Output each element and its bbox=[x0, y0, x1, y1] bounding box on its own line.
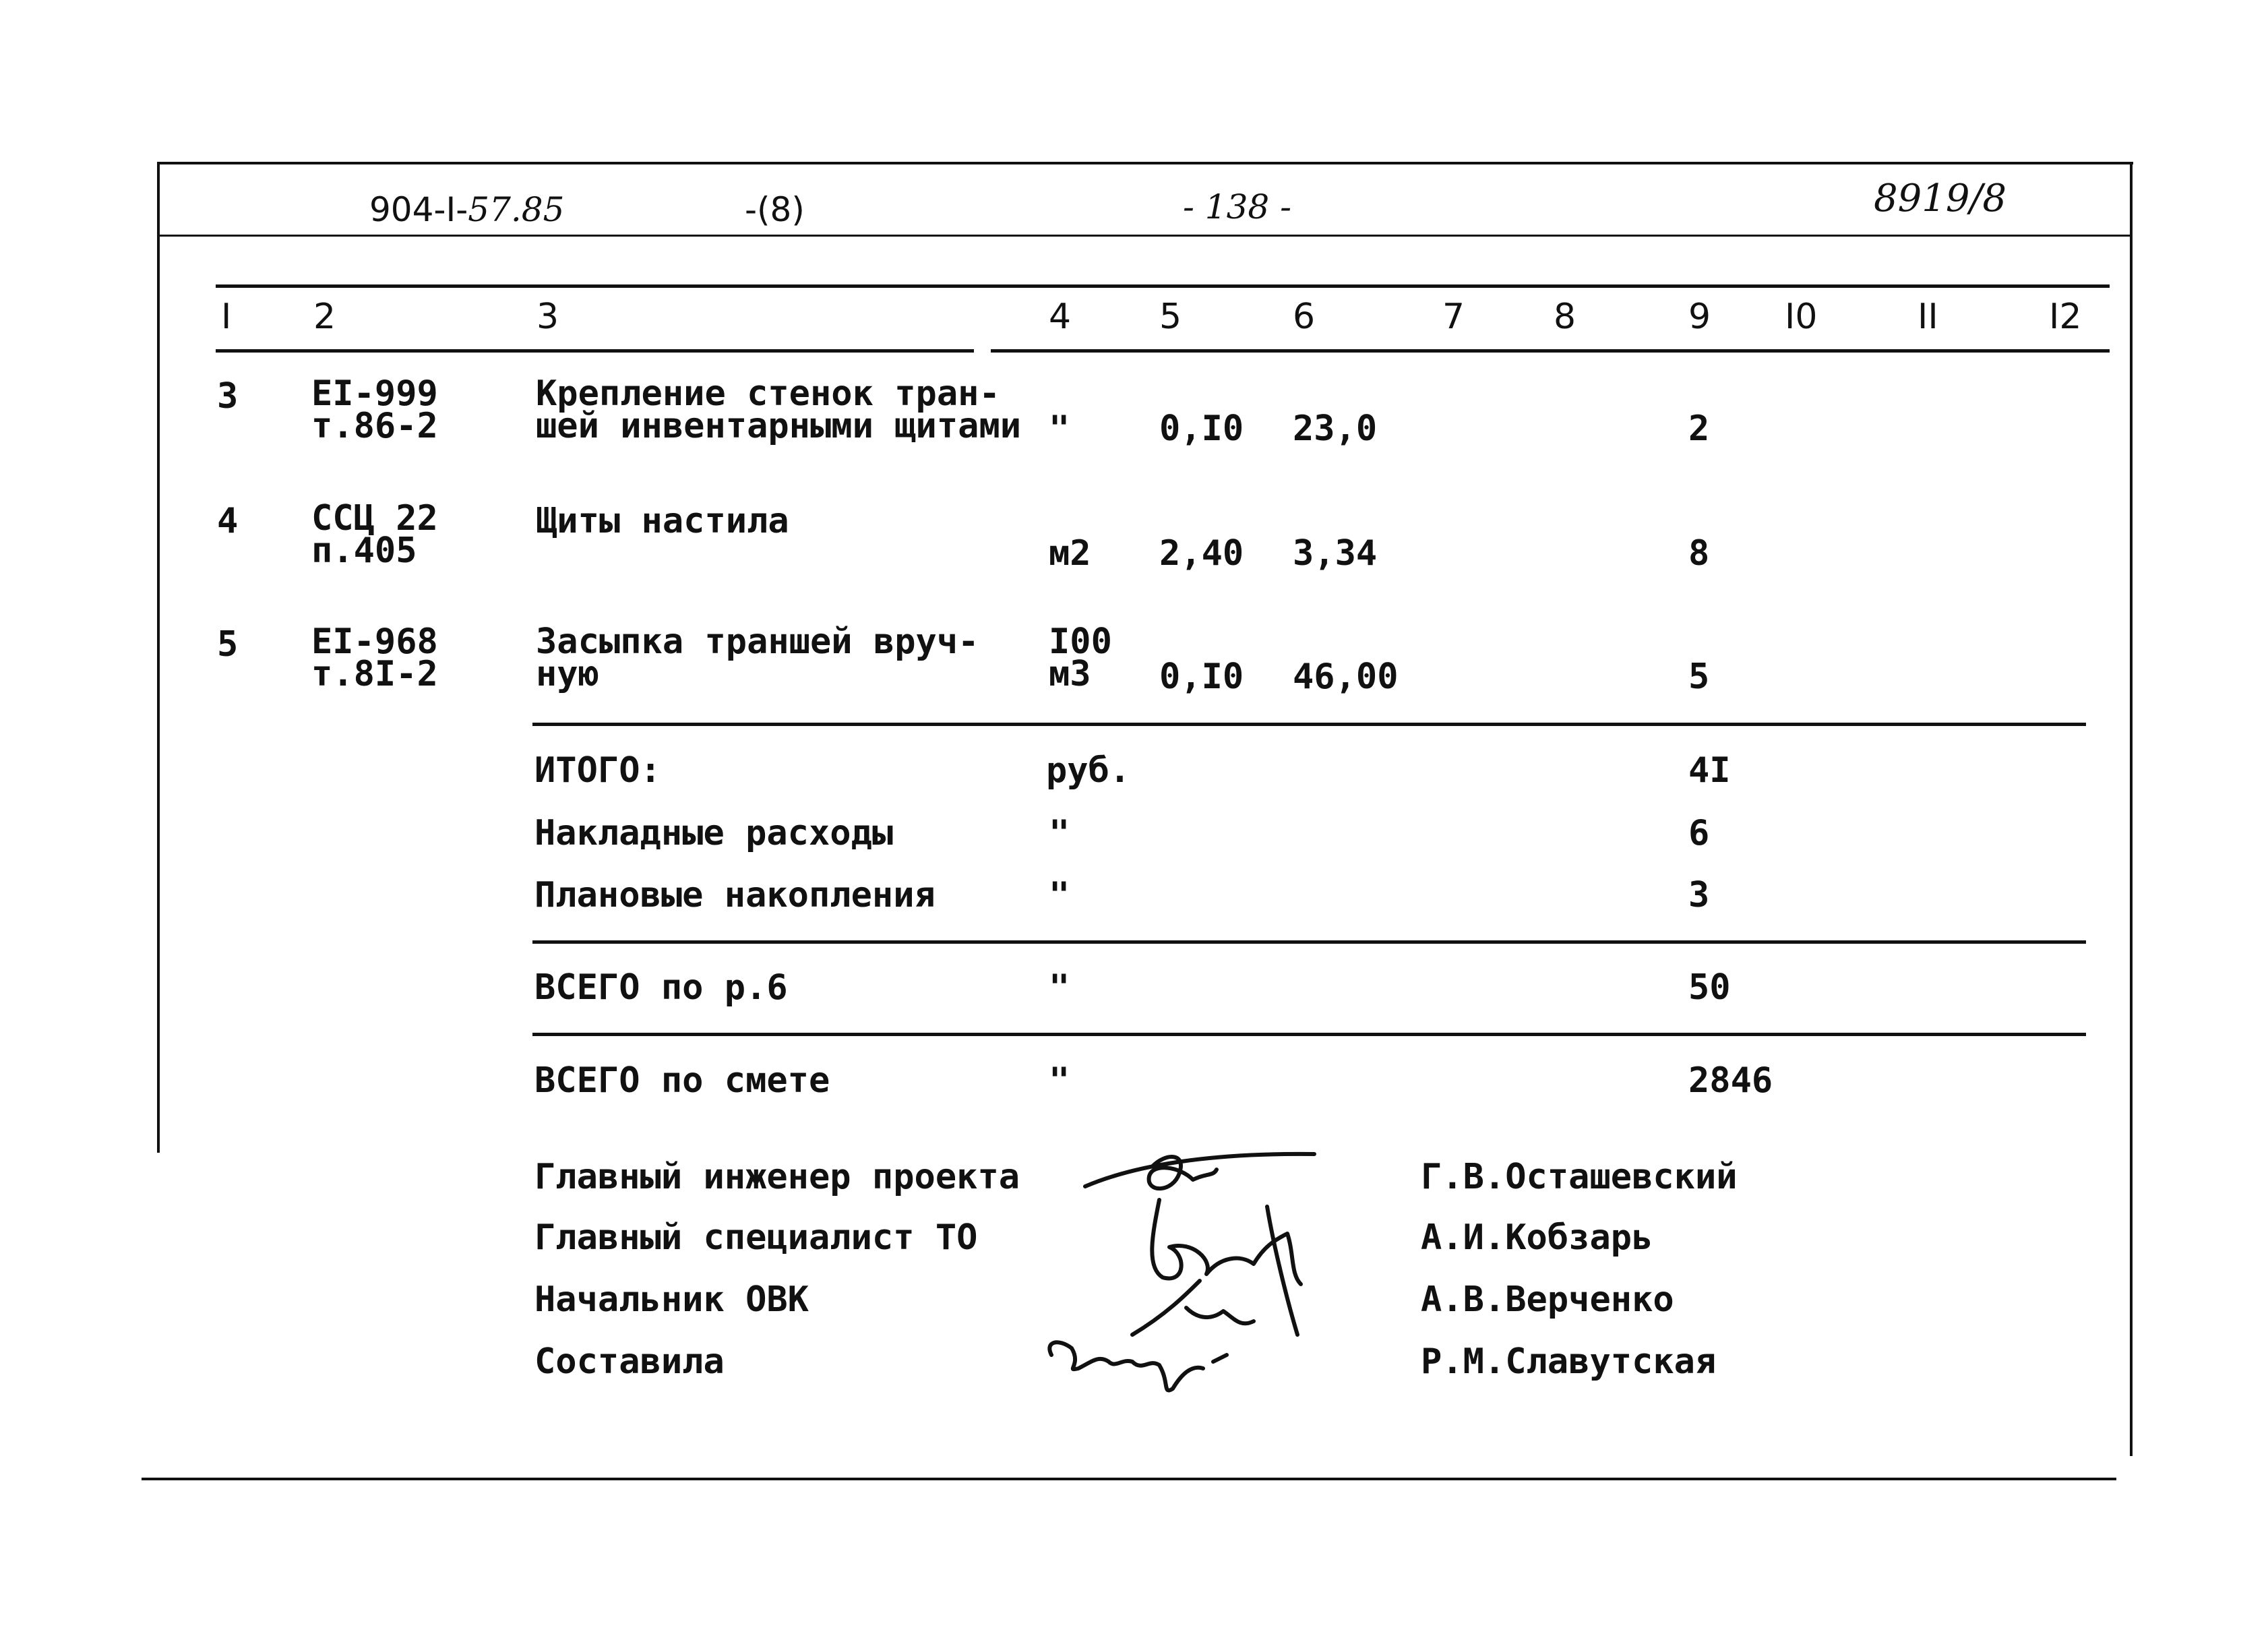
doc-number bbox=[369, 190, 564, 229]
table-row-1-unit: " bbox=[1049, 409, 1070, 449]
doc-number-printed: 904-I- bbox=[369, 190, 468, 229]
summary-unit-total: руб. bbox=[1046, 750, 1131, 791]
table-row-1-qty: 0,I0 bbox=[1159, 409, 1244, 449]
colheader-line-right bbox=[991, 349, 2110, 353]
signature-role-1: Главный инженер проекта bbox=[534, 1157, 1020, 1197]
table-row-2-price: 3,34 bbox=[1293, 533, 1378, 574]
frame-left bbox=[157, 162, 160, 1153]
signature-stroke-compiled-by bbox=[1049, 1342, 1227, 1390]
signature-stroke-chief-engineer bbox=[1085, 1154, 1314, 1188]
summary-unit-section-total: " bbox=[1049, 967, 1070, 1008]
column-header-8: 8 bbox=[1554, 297, 1576, 337]
column-header-4: 4 bbox=[1049, 297, 1072, 337]
table-row-2-total: 8 bbox=[1688, 533, 1710, 574]
signature-name-2: А.И.Кобзарь bbox=[1421, 1217, 1653, 1258]
column-header-6: 6 bbox=[1293, 297, 1316, 337]
summary-label-section-total: ВСЕГО по р.6 bbox=[534, 967, 788, 1008]
summary-unit-planned: " bbox=[1049, 875, 1070, 915]
header-divider bbox=[158, 235, 2130, 237]
table-row-1-code: EI-999 т.86-2 bbox=[311, 373, 438, 446]
table-top-line bbox=[216, 284, 2110, 288]
signature-name-4: Р.М.Славутская bbox=[1421, 1341, 1717, 1382]
column-header-2: 2 bbox=[313, 297, 336, 337]
summary-value-total: 4I bbox=[1688, 750, 1731, 791]
sheet-code: -(8) bbox=[745, 190, 805, 229]
column-header-12: I2 bbox=[2049, 297, 2082, 337]
signature-role-3: Начальник ОВК bbox=[534, 1279, 809, 1320]
doc-number-handwritten: 57.85 bbox=[468, 190, 565, 229]
summary-value-overhead: 6 bbox=[1688, 813, 1710, 853]
signature-role-2: Главный специалист ТО bbox=[534, 1217, 978, 1258]
table-row-3-code: EI-968 т.8I-2 bbox=[311, 622, 438, 694]
column-header-11: II bbox=[1918, 297, 1938, 337]
column-header-10: I0 bbox=[1785, 297, 1818, 337]
table-row-3-price: 46,00 bbox=[1293, 657, 1399, 697]
summary-value-planned: 3 bbox=[1688, 875, 1710, 915]
table-row-3-qty: 0,I0 bbox=[1159, 657, 1244, 697]
signature-stroke-ovk-head bbox=[1132, 1281, 1254, 1335]
summary-label-overhead: Накладные расходы bbox=[534, 813, 894, 853]
signature-role-4: Составила bbox=[534, 1341, 725, 1382]
handwritten-signatures bbox=[1031, 1139, 1382, 1409]
frame-top bbox=[158, 162, 2133, 164]
table-row-2-unit: м2 bbox=[1049, 533, 1091, 574]
table-row-3-name: Засыпка траншей вруч- ную bbox=[536, 622, 979, 694]
table-row-1-no: 3 bbox=[217, 376, 239, 417]
summary-divider-1 bbox=[532, 723, 2086, 726]
frame-bottom bbox=[142, 1478, 2116, 1480]
summary-divider-2 bbox=[532, 940, 2086, 944]
column-header-9: 9 bbox=[1688, 297, 1711, 337]
summary-divider-3 bbox=[532, 1033, 2086, 1036]
summary-value-grand-total: 2846 bbox=[1688, 1060, 1773, 1101]
table-row-3-no: 5 bbox=[217, 624, 239, 665]
frame-right bbox=[2130, 162, 2133, 1456]
signature-name-1: Г.В.Осташевский bbox=[1421, 1157, 1738, 1197]
summary-unit-grand-total: " bbox=[1049, 1060, 1070, 1101]
column-header-5: 5 bbox=[1159, 297, 1182, 337]
summary-label-total: ИТОГО: bbox=[534, 750, 661, 791]
table-row-2-qty: 2,40 bbox=[1159, 533, 1244, 574]
column-header-1: I bbox=[221, 297, 232, 337]
table-row-2-code: ССЦ 22 п.405 bbox=[311, 498, 438, 571]
summary-label-planned: Плановые накопления bbox=[534, 875, 936, 915]
table-row-1-total: 2 bbox=[1688, 409, 1710, 449]
table-row-3-unit: I00 м3 bbox=[1049, 622, 1112, 694]
table-row-1-name: Крепление стенок тран- шей инвентарными щитами bbox=[536, 373, 1022, 446]
summary-label-grand-total: ВСЕГО по смете bbox=[534, 1060, 830, 1101]
table-row-2-name: Щиты настила bbox=[536, 501, 789, 541]
summary-unit-overhead: " bbox=[1049, 813, 1070, 853]
summary-value-section-total: 50 bbox=[1688, 967, 1731, 1008]
colheader-line-left bbox=[216, 349, 974, 353]
page-number: - 138 - bbox=[1183, 187, 1292, 226]
archive-number: 8919/8 bbox=[1874, 177, 2007, 220]
table-row-1-price: 23,0 bbox=[1293, 409, 1378, 449]
table-row-2-no: 4 bbox=[217, 501, 239, 541]
signature-name-3: А.В.Верченко bbox=[1421, 1279, 1674, 1320]
column-header-7: 7 bbox=[1442, 297, 1465, 337]
column-header-3: 3 bbox=[537, 297, 559, 337]
table-row-3-total: 5 bbox=[1688, 657, 1710, 697]
